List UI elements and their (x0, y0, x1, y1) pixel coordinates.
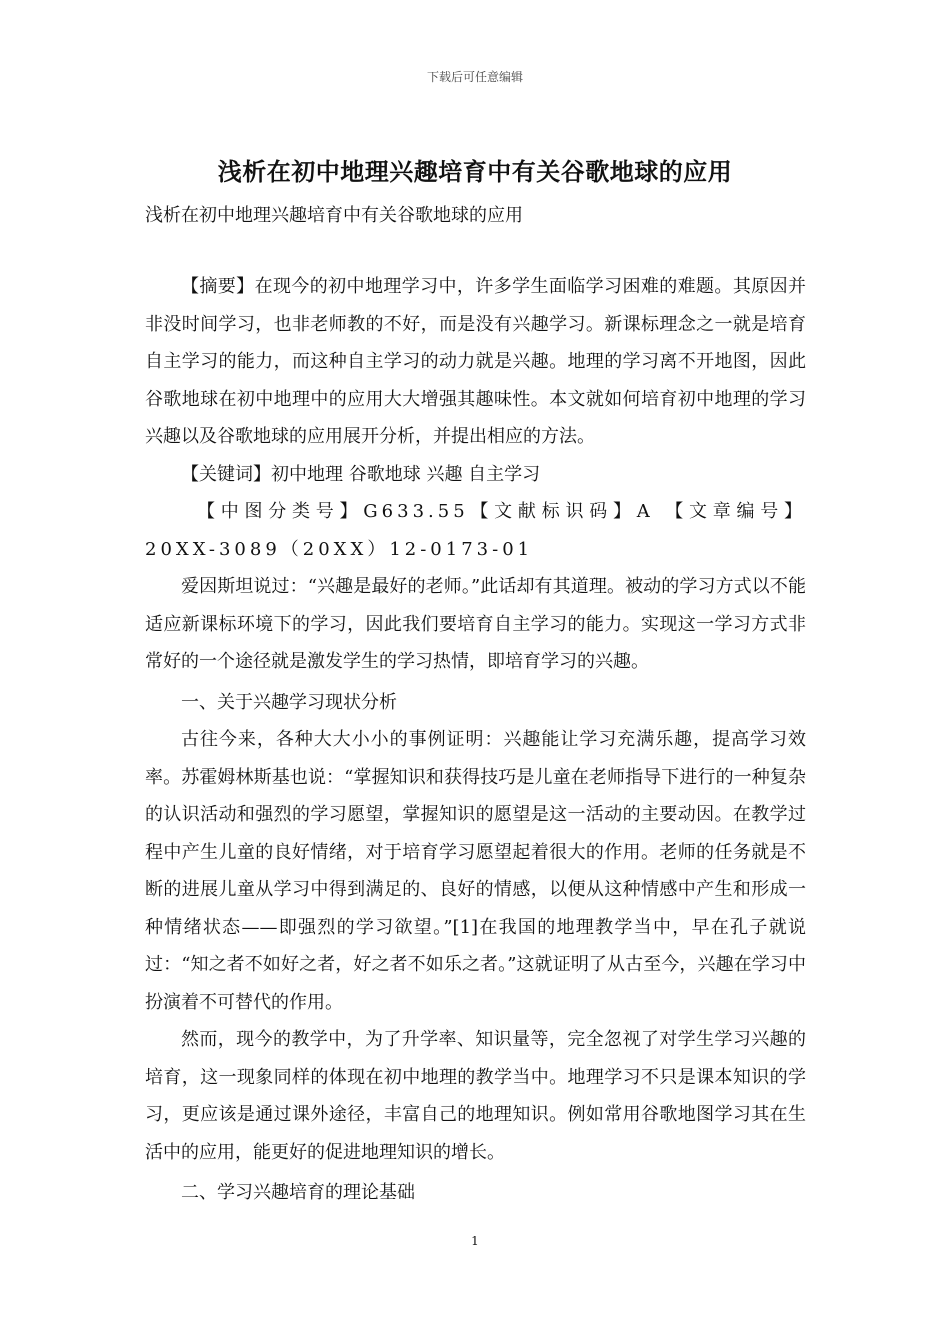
body-paragraph-1: 爱因斯坦说过：“兴趣是最好的老师。”此话却有其道理。被动的学习方式以不能适应新课标环境下的学习，因此我们要培育自主学习的能力。实现这一学习方式非常好的一个途径就是激发学生的学习热情，即培育学习的兴趣。 (145, 576, 806, 672)
document-title: 浅析在初中地理兴趣培育中有关谷歌地球的应用 (217, 157, 733, 186)
page-number: 1 (471, 1234, 479, 1248)
header-note: 下载后可任意编辑 (426, 70, 523, 84)
keywords-paragraph: 【关键词】初中地理 谷歌地球 兴趣 自主学习 (181, 463, 541, 485)
body-paragraph-3: 然而，现今的教学中，为了升学率、知识量等，完全忽视了对学生学习兴趣的培育，这一现象同样的体现在初中地理的教学当中。地理学习不只是课本知识的学习，更应该是通过课外途径，丰富自己的地理知识。例如常用谷歌地图学习其在生活中的应用，能更好的促进地理知识的增长。 (145, 1029, 806, 1163)
document-body (145, 268, 806, 1212)
abstract-paragraph: 【摘要】在现今的初中地理学习中，许多学生面临学习困难的难题。其原因并非没时间学习，也非老师教的不好，而是没有兴趣学习。新课标理念之一就是培育自主学习的能力，而这种自主学习的动力就是兴趣。地理的学习离不开地图，因此谷歌地球在初中地理中的应用大大增强其趣味性。本文就如何培育初中地理的学习兴趣以及谷歌地球的应用展开分析，并提出相应的方法。 (145, 276, 806, 447)
document-subtitle: 浅析在初中地理兴趣培育中有关谷歌地球的应用 (145, 205, 523, 226)
classification-paragraph: 【中图分类号】G633.55【文献标识码】A 【文章编号】20XX-3089（20XX）12-0173-01 (145, 501, 806, 560)
body-paragraph-2: 古往今来，各种大大小小的事例证明：兴趣能让学习充满乐趣，提高学习效率。苏霍姆林斯基也说：“掌握知识和获得技巧是儿童在老师指导下进行的一种复杂的认识活动和强烈的学习愿望，掌握知识的愿望是这一活动的主要动因。在教学过程中产生儿童的良好情绪，对于培育学习愿望起着很大的作用。老师的任务就是不断的进展儿童从学习中得到满足的、良好的情感，以便从这种情感中产生和形成一种情绪状态——即强烈的学习欲望。”[1]在我国的地理教学当中，早在孔子就说过：“知之者不如好之者，好之者不如乐之者。”这就证明了从古至今，兴趣在学习中扮演着不可替代的作用。 (145, 729, 806, 1013)
section-heading-2: 二、学习兴趣培育的理论基础 (181, 1182, 415, 1203)
section-heading-1: 一、关于兴趣学习现状分析 (181, 691, 397, 713)
